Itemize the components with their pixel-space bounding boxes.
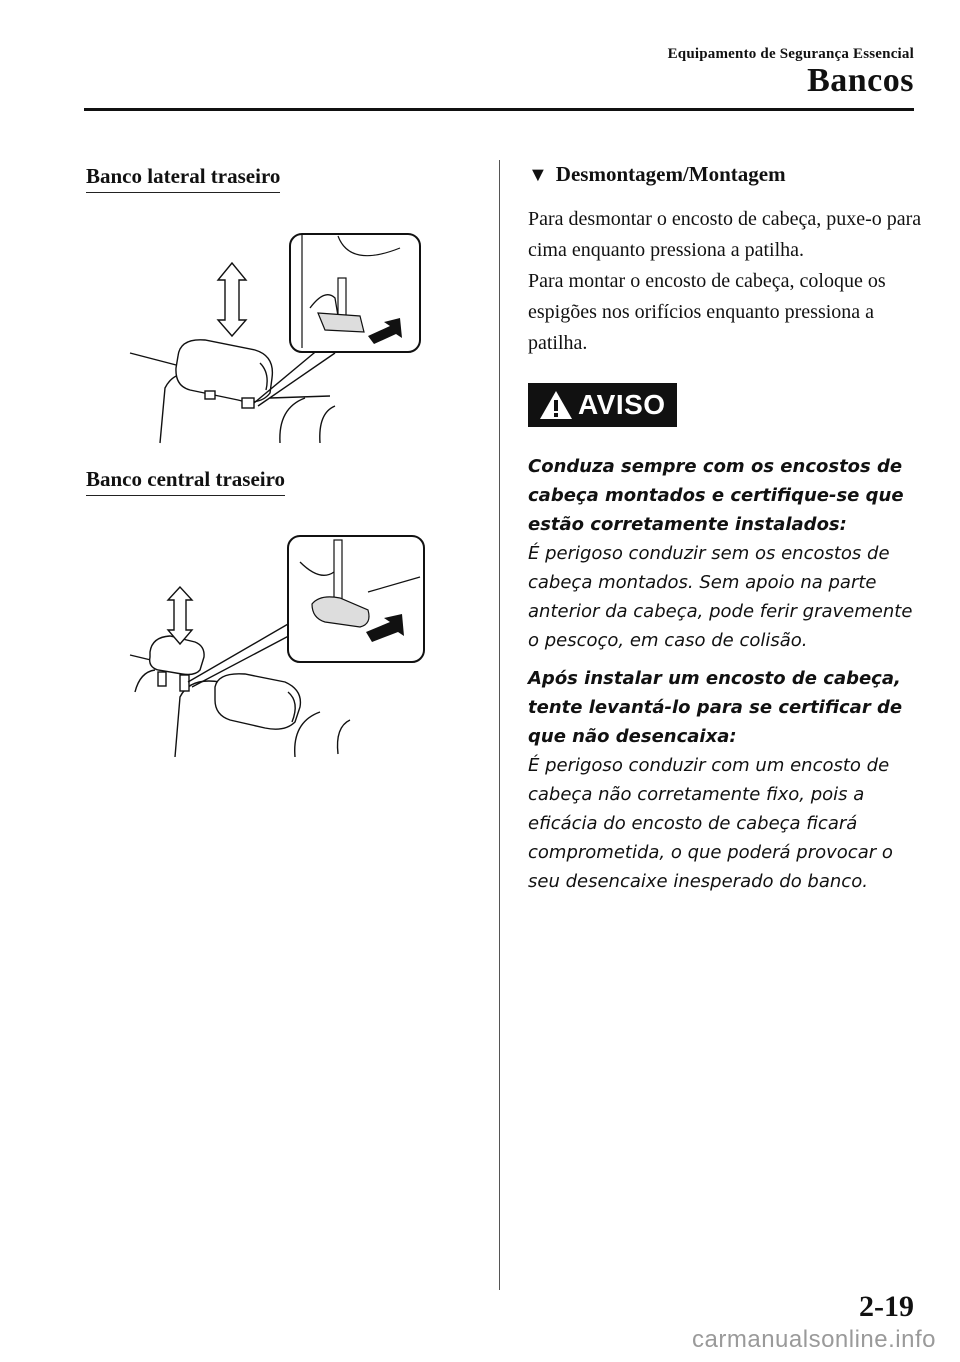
warning-triangle-icon: [538, 389, 574, 421]
warning-item-2: [528, 664, 923, 896]
heading-desmontagem-label: Desmontagem/Montagem: [555, 162, 786, 186]
watermark: carmanualsonline.info: [692, 1326, 936, 1353]
header-divider: [84, 108, 914, 111]
heading-banco-lateral: Banco lateral traseiro: [86, 164, 280, 193]
figure-banco-lateral: [120, 228, 425, 448]
warning-banner: [528, 383, 677, 427]
warning-1-title: Conduza sempre com os encostos de cabeça montados e certifique-se que estão corretamente instalados:: [528, 456, 904, 535]
warning-2-text: É perigoso conduzir com um encosto de cabeça não corretamente fixo, pois a eficácia do encosto de cabeça ficará comprometida, o que poderá provocar o seu desencaixe inesperado do banco.: [528, 755, 893, 892]
warning-item-1: [528, 452, 923, 655]
triangle-down-icon: ▼: [528, 163, 548, 186]
instructions-montar: Para montar o encosto de cabeça, coloque os espigões nos orifícios enquanto pressiona a patilha.: [528, 270, 886, 354]
instructions-desmontar: Para desmontar o encosto de cabeça, puxe-o para cima enquanto pressiona a patilha.: [528, 208, 922, 261]
warning-label: AVISO: [578, 389, 666, 420]
heading-desmontagem: [528, 162, 786, 187]
warning-1-text: É perigoso conduzir sem os encostos de cabeça montados. Sem apoio na parte anterior da cabeça, pode ferir gravemente o pescoço, em caso de colisão.: [528, 543, 913, 651]
figure-banco-central: [120, 532, 430, 757]
page-number: 2-19: [859, 1290, 914, 1323]
instructions-text: [528, 204, 923, 359]
column-divider: [499, 160, 500, 1290]
warning-2-title: Após instalar um encosto de cabeça, tente levantá-lo para se certificar de que não desencaixa:: [528, 668, 903, 747]
heading-banco-central: Banco central traseiro: [86, 467, 285, 496]
section-label: Equipamento de Segurança Essencial: [667, 46, 914, 62]
page-title: Bancos: [807, 62, 914, 99]
